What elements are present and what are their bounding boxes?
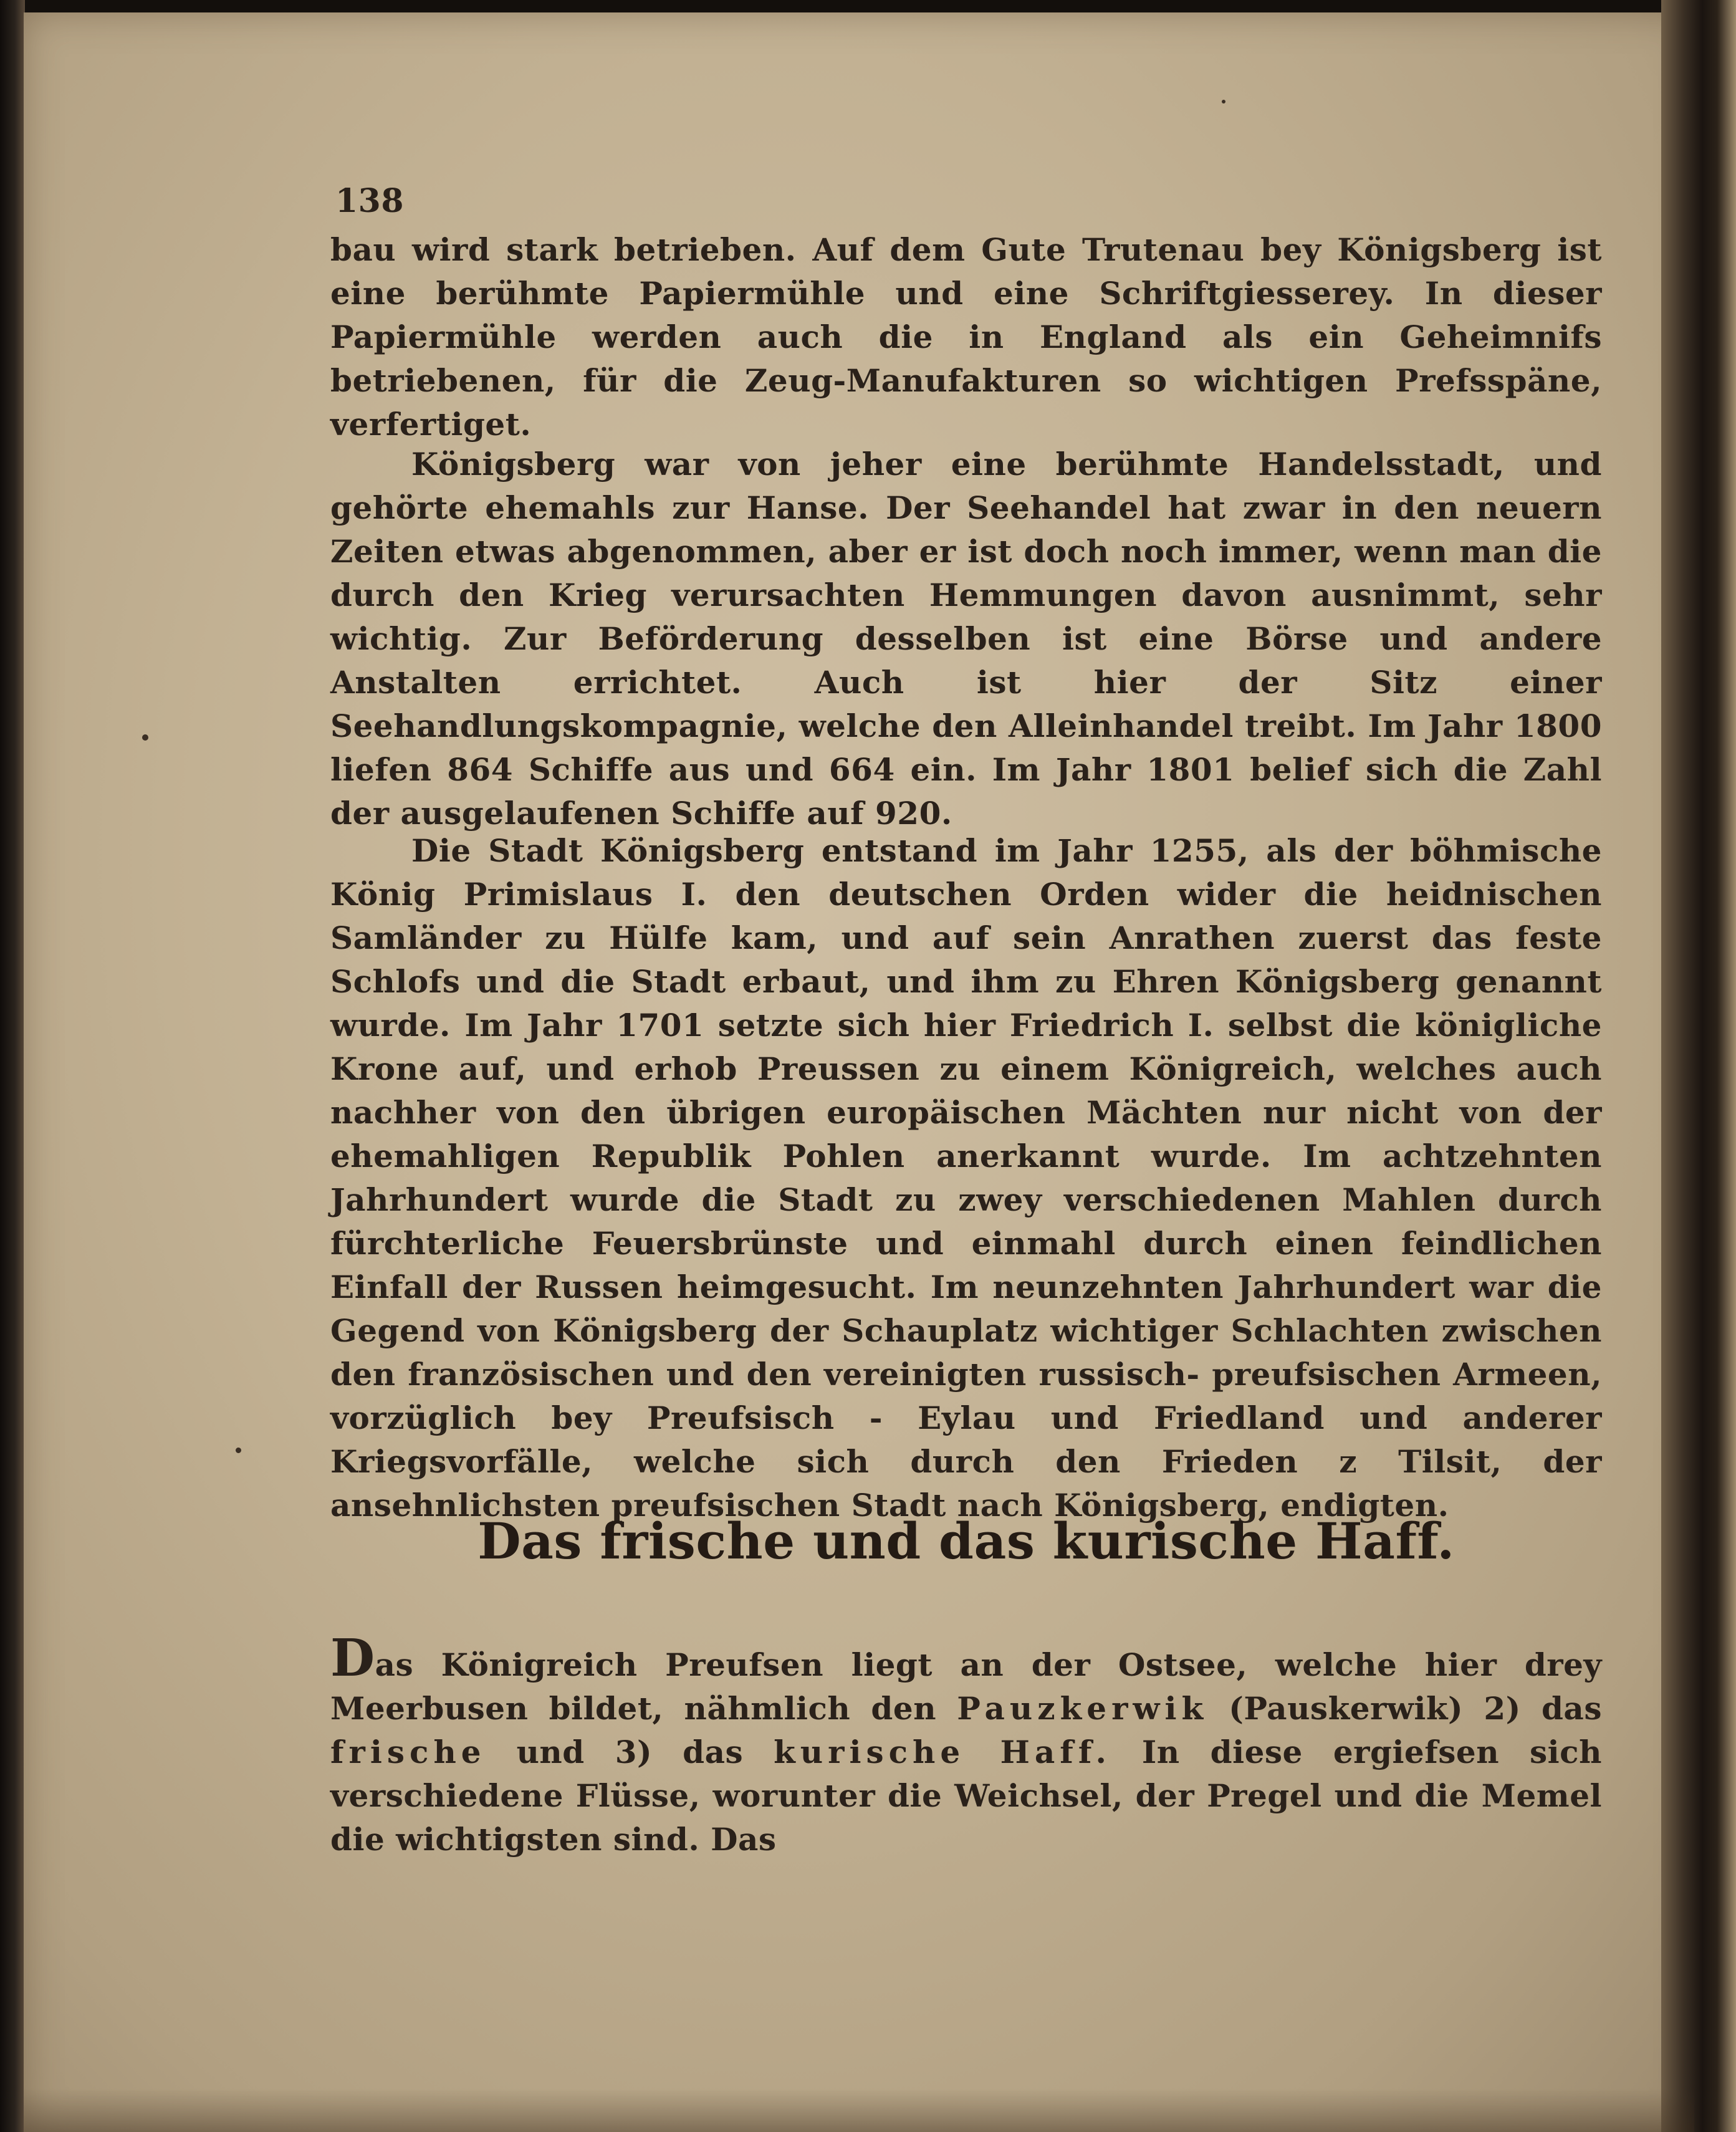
paper-speck	[1222, 100, 1225, 103]
paper-speck	[142, 734, 148, 741]
paragraph-text: Die Stadt Königsberg entstand im Jahr 1255, als der böhmische König Primislaus I. den deutschen Orden wider die heidnischen Samländer zu Hülfe kam, und auf sein Anrathen zuerst das feste Schlofs und die Stadt erbaut, und ihm zu Ehren Königsberg genannt wurde. Im Jahr 1701 setzte sich hier Friedrich I. selbst die königliche Krone auf, und erhob Preussen zu einem Königreich, welches auch nachher von den übrigen europäischen Mächten nur nicht von der ehemahligen Republik Pohlen anerkannt wurde. Im achtzehnten Jahrhundert wurde die Stadt zu zwey verschiedenen Mahlen durch fürchterliche Feuersbrünste und einmahl durch einen feindlichen Einfall der Russen heimgesucht. Im neunzehnten Jahrhundert war die Gegend von Königsberg der Schauplatz wichtiger Schlachten zwischen den französischen und den vereinigten russisch- preufsischen Armeen, vorzüglich bey Preufsisch - Eylau und Friedland und anderer Kriegsvorfälle, welche sich durch den Frieden z Tilsit, der ansehnlichsten preufsischen Stadt nach Königsberg, endigten.	[330, 832, 1602, 1524]
spaced-term: Pauzkerwik	[957, 1690, 1209, 1727]
paper-speck	[236, 1448, 241, 1453]
text-segment: und 3) das	[516, 1734, 744, 1770]
paragraph-text: Königsberg war von jeher eine berühmte Handelsstadt, und gehörte ehemahls zur Hanse. Der Seehandel hat zwar in den neuern Zeiten etwas abgenommen, aber er ist doch noch immer, wenn man die durch den Krieg verursachten Hemmungen davon ausnimmt, sehr wichtig. Zur Beförderung desselben ist eine Börse und andere Anstalten errichtet. Auch ist hier der Sitz einer Seehandlungskompagnie, welche den Alleinhandel treibt. Im Jahr 1800 liefen 864 Schiffe aus und 664 ein. Im Jahr 1801 belief sich die Zahl der ausgelaufenen Schiffe auf 920.	[330, 446, 1602, 832]
book-binding-gutter	[1661, 0, 1736, 2132]
paragraph-stadtgeschichte	[330, 829, 1602, 1527]
section-heading: Das frische und das kurische Haff.	[477, 1512, 1455, 1570]
text-segment: (Pauskerwik) 2) das	[1229, 1690, 1602, 1727]
paragraph-ostsee	[330, 1628, 1602, 1861]
drop-cap: D	[330, 1628, 375, 1688]
paragraph-handelsstadt	[330, 443, 1602, 835]
text-segment: as Königreich Preufsen liegt an der Ostsee, welche hier drey Meerbusen bildet, nähmlich den	[330, 1646, 1602, 1727]
text-segment: In diese ergiefsen sich verschiedene Flüsse, worunter die Weichsel, der Pregel und die Memel die wichtigsten sind. Das	[330, 1734, 1602, 1858]
page-left-edge	[0, 0, 25, 2132]
spaced-term: frische	[330, 1734, 486, 1770]
paragraph-text: bau wird stark betrieben. Auf dem Gute Trutenau bey Königsberg ist eine berühmte Papiermühle und eine Schriftgiesserey. In dieser Papiermühle werden auch die in England als ein Geheimnifs betriebenen, für die Zeug-Manufakturen so wichtigen Prefsspäne, verfertiget.	[330, 231, 1602, 443]
page-bottom-shade	[24, 2088, 1694, 2132]
page-number: 138	[335, 182, 405, 220]
scan-top-border	[0, 0, 1736, 14]
paragraph-text	[330, 1628, 1602, 1861]
spaced-term: kurische Haff.	[774, 1734, 1111, 1770]
paragraph-papiermuehle	[330, 228, 1602, 446]
